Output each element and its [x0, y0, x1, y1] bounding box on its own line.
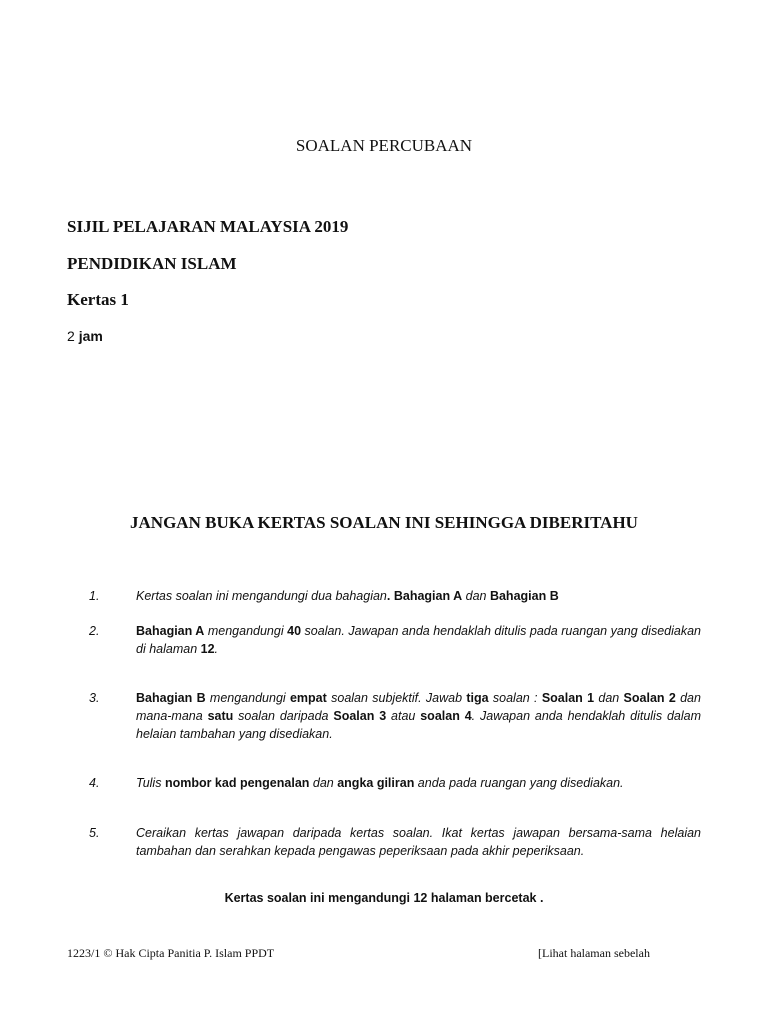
instruction-item — [89, 622, 701, 658]
paper-name: Kertas 1 — [67, 290, 129, 309]
duration-unit: jam — [78, 328, 103, 344]
top-label: SOALAN PERCUBAAN — [295, 136, 473, 155]
instruction-number: 3. — [89, 691, 100, 705]
footer-copyright: 1223/1 © Hak Cipta Panitia P. Islam PPDT — [67, 946, 275, 960]
instruction-item — [89, 824, 701, 860]
instruction-text: Tulis nombor kad pengenalan dan angka giliran anda pada ruangan yang disediakan. — [136, 776, 624, 790]
instruction-number: 5. — [89, 826, 100, 840]
instruction-text: Ceraikan kertas jawapan daripada kertas soalan. Ikat kertas jawapan bersama-sama helaian tambahan dan serahkan kepada pengawas peperiksaan pada akhir peperiksaan. — [136, 826, 701, 858]
instruction-item — [89, 689, 701, 743]
instruction-number: 2. — [89, 624, 100, 638]
subject-name: PENDIDIKAN ISLAM — [67, 254, 237, 273]
instruction-number: 1. — [89, 589, 100, 603]
footer-next-page: [Lihat halaman sebelah — [538, 946, 650, 960]
duration-number: 2 — [67, 328, 75, 344]
warning-notice: JANGAN BUKA KERTAS SOALAN INI SEHINGGA DIBERITAHU — [130, 513, 638, 532]
duration — [67, 328, 103, 344]
instruction-text: Bahagian B mengandungi empat soalan subjektif. Jawab tiga soalan : Soalan 1 dan Soalan 2 dan mana-mana satu soalan daripada Soalan 3 atau soalan 4. Jawapan anda hendaklah ditulis dalam helaian tambahan yang disediakan. — [136, 691, 701, 741]
instruction-number: 4. — [89, 776, 100, 790]
instruction-item — [89, 774, 701, 792]
exam-name: SIJIL PELAJARAN MALAYSIA 2019 — [67, 217, 349, 236]
instruction-text: Kertas soalan ini mengandungi dua bahagian. Bahagian A dan Bahagian B — [136, 589, 559, 603]
instruction-item — [89, 587, 701, 605]
instruction-text: Bahagian A mengandungi 40 soalan. Jawapan anda hendaklah ditulis pada ruangan yang disediakan di halaman 12. — [136, 624, 701, 656]
page-count-note: Kertas soalan ini mengandungi 12 halaman bercetak . — [224, 891, 544, 905]
